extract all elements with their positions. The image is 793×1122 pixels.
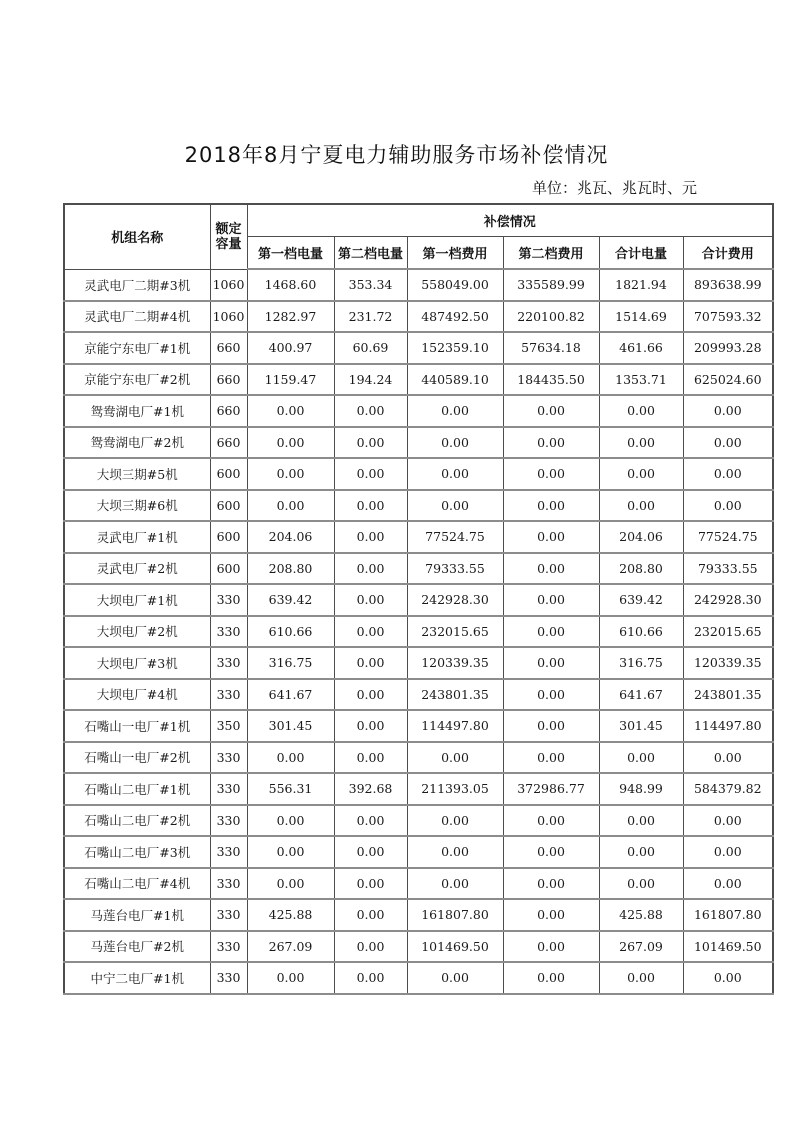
- table-row: [64, 364, 773, 396]
- cell-tier2-energy: 0.00: [334, 899, 407, 931]
- cell-rated-capacity: 330: [210, 584, 247, 616]
- cell-tier1-fee: 161807.80: [407, 899, 503, 931]
- cell-tier2-fee: 335589.99: [503, 269, 599, 301]
- cell-total-energy: 1353.71: [599, 364, 683, 396]
- cell-total-fee: 625024.60: [683, 364, 773, 396]
- cell-tier1-energy: 301.45: [247, 710, 334, 742]
- cell-tier2-fee: 0.00: [503, 742, 599, 774]
- cell-tier1-fee: 114497.80: [407, 710, 503, 742]
- cell-tier2-energy: 0.00: [334, 616, 407, 648]
- cell-tier1-fee: 0.00: [407, 490, 503, 522]
- cell-total-energy: 0.00: [599, 742, 683, 774]
- document-title: 2018年8月宁夏电力辅助服务市场补偿情况: [184, 143, 609, 167]
- table-row: [64, 742, 773, 774]
- unit-note: 单位：兆瓦、兆瓦时、元: [531, 179, 697, 197]
- cell-tier2-energy: 0.00: [334, 805, 407, 837]
- cell-rated-capacity: 330: [210, 868, 247, 900]
- cell-tier2-energy: 0.00: [334, 427, 407, 459]
- col-header-tier1-energy: 第一档电量: [247, 236, 334, 269]
- cell-tier1-energy: 316.75: [247, 647, 334, 679]
- cell-tier1-energy: 0.00: [247, 742, 334, 774]
- cell-tier1-fee: 242928.30: [407, 584, 503, 616]
- cell-total-energy: 208.80: [599, 553, 683, 585]
- table-row: [64, 332, 773, 364]
- cell-tier1-energy: 0.00: [247, 458, 334, 490]
- cell-tier2-fee: 0.00: [503, 868, 599, 900]
- cell-tier2-energy: 0.00: [334, 584, 407, 616]
- cell-tier1-energy: 1282.97: [247, 301, 334, 333]
- cell-rated-capacity: 330: [210, 616, 247, 648]
- cell-tier2-fee: 220100.82: [503, 301, 599, 333]
- cell-tier1-energy: 639.42: [247, 584, 334, 616]
- cell-tier1-energy: 0.00: [247, 427, 334, 459]
- table-row: [64, 899, 773, 931]
- cell-total-fee: 209993.28: [683, 332, 773, 364]
- cell-total-energy: 639.42: [599, 584, 683, 616]
- cell-unit-name: 大坝电厂#3机: [64, 647, 210, 679]
- table-row: [64, 458, 773, 490]
- cell-total-energy: 641.67: [599, 679, 683, 711]
- cell-total-fee: 161807.80: [683, 899, 773, 931]
- cell-total-energy: 316.75: [599, 647, 683, 679]
- table-row: [64, 553, 773, 585]
- table-row: [64, 647, 773, 679]
- cell-total-energy: 0.00: [599, 962, 683, 994]
- cell-tier1-energy: 0.00: [247, 805, 334, 837]
- cell-total-fee: 0.00: [683, 395, 773, 427]
- cell-rated-capacity: 330: [210, 742, 247, 774]
- cell-tier2-fee: 0.00: [503, 395, 599, 427]
- cell-tier1-energy: 0.00: [247, 490, 334, 522]
- cell-tier1-fee: 211393.05: [407, 773, 503, 805]
- cell-tier2-fee: 0.00: [503, 616, 599, 648]
- table-row: [64, 773, 773, 805]
- cell-tier1-energy: 204.06: [247, 521, 334, 553]
- cell-tier1-energy: 556.31: [247, 773, 334, 805]
- header-row-1: [64, 204, 773, 236]
- cell-total-fee: 120339.35: [683, 647, 773, 679]
- cell-total-fee: 0.00: [683, 868, 773, 900]
- cell-tier1-fee: 0.00: [407, 805, 503, 837]
- cell-total-energy: 267.09: [599, 931, 683, 963]
- cell-unit-name: 马莲台电厂#2机: [64, 931, 210, 963]
- cell-tier1-fee: 120339.35: [407, 647, 503, 679]
- cell-unit-name: 大坝三期#5机: [64, 458, 210, 490]
- cell-unit-name: 石嘴山一电厂#2机: [64, 742, 210, 774]
- cell-total-energy: 0.00: [599, 868, 683, 900]
- cell-tier2-energy: 0.00: [334, 647, 407, 679]
- cell-unit-name: 大坝三期#6机: [64, 490, 210, 522]
- cell-tier1-fee: 558049.00: [407, 269, 503, 301]
- cell-rated-capacity: 330: [210, 899, 247, 931]
- cell-tier2-fee: 0.00: [503, 962, 599, 994]
- cell-unit-name: 石嘴山二电厂#4机: [64, 868, 210, 900]
- cell-total-energy: 0.00: [599, 427, 683, 459]
- cell-rated-capacity: 660: [210, 395, 247, 427]
- cell-tier1-energy: 610.66: [247, 616, 334, 648]
- cell-tier2-fee: 0.00: [503, 647, 599, 679]
- cell-tier1-fee: 243801.35: [407, 679, 503, 711]
- cell-total-energy: 948.99: [599, 773, 683, 805]
- table-row: [64, 836, 773, 868]
- table-row: [64, 395, 773, 427]
- table-body: [64, 269, 773, 994]
- cell-tier1-energy: 0.00: [247, 962, 334, 994]
- cell-rated-capacity: 330: [210, 931, 247, 963]
- cell-total-fee: 0.00: [683, 427, 773, 459]
- cell-tier2-fee: 0.00: [503, 584, 599, 616]
- cell-total-energy: 0.00: [599, 836, 683, 868]
- rated-capacity-line2: 容量: [215, 236, 242, 252]
- cell-total-energy: 610.66: [599, 616, 683, 648]
- cell-tier2-energy: 353.34: [334, 269, 407, 301]
- cell-total-fee: 0.00: [683, 962, 773, 994]
- cell-rated-capacity: 600: [210, 553, 247, 585]
- cell-tier1-fee: 152359.10: [407, 332, 503, 364]
- cell-unit-name: 石嘴山二电厂#3机: [64, 836, 210, 868]
- cell-tier2-energy: 0.00: [334, 931, 407, 963]
- cell-tier1-energy: 641.67: [247, 679, 334, 711]
- cell-tier2-energy: 392.68: [334, 773, 407, 805]
- cell-rated-capacity: 660: [210, 364, 247, 396]
- cell-total-energy: 0.00: [599, 395, 683, 427]
- cell-tier2-fee: 0.00: [503, 679, 599, 711]
- cell-total-energy: 301.45: [599, 710, 683, 742]
- cell-unit-name: 中宁二电厂#1机: [64, 962, 210, 994]
- cell-tier2-energy: 0.00: [334, 710, 407, 742]
- table-row: [64, 868, 773, 900]
- cell-total-fee: 232015.65: [683, 616, 773, 648]
- table-row: [64, 584, 773, 616]
- cell-tier2-energy: 0.00: [334, 836, 407, 868]
- cell-unit-name: 鸳鸯湖电厂#2机: [64, 427, 210, 459]
- cell-tier1-fee: 101469.50: [407, 931, 503, 963]
- table-row: [64, 805, 773, 837]
- cell-tier1-energy: 400.97: [247, 332, 334, 364]
- table-row: [64, 269, 773, 301]
- cell-tier1-energy: 208.80: [247, 553, 334, 585]
- cell-tier1-fee: 0.00: [407, 742, 503, 774]
- cell-total-energy: 425.88: [599, 899, 683, 931]
- cell-rated-capacity: 330: [210, 836, 247, 868]
- cell-tier1-fee: 0.00: [407, 836, 503, 868]
- cell-unit-name: 灵武电厂#1机: [64, 521, 210, 553]
- cell-rated-capacity: 330: [210, 805, 247, 837]
- cell-unit-name: 石嘴山二电厂#2机: [64, 805, 210, 837]
- cell-rated-capacity: 1060: [210, 269, 247, 301]
- table-row: [64, 490, 773, 522]
- cell-total-energy: 0.00: [599, 490, 683, 522]
- cell-rated-capacity: 330: [210, 647, 247, 679]
- cell-tier2-energy: 0.00: [334, 962, 407, 994]
- cell-rated-capacity: 600: [210, 490, 247, 522]
- cell-total-fee: 707593.32: [683, 301, 773, 333]
- cell-unit-name: 石嘴山二电厂#1机: [64, 773, 210, 805]
- cell-rated-capacity: 1060: [210, 301, 247, 333]
- cell-tier1-energy: 0.00: [247, 395, 334, 427]
- cell-total-fee: 0.00: [683, 490, 773, 522]
- cell-tier2-fee: 0.00: [503, 710, 599, 742]
- cell-tier2-fee: 0.00: [503, 553, 599, 585]
- cell-total-energy: 1514.69: [599, 301, 683, 333]
- cell-tier1-fee: 79333.55: [407, 553, 503, 585]
- cell-tier2-fee: 0.00: [503, 458, 599, 490]
- table-header: [64, 204, 773, 269]
- cell-tier2-energy: 194.24: [334, 364, 407, 396]
- cell-tier2-energy: 231.72: [334, 301, 407, 333]
- cell-rated-capacity: 350: [210, 710, 247, 742]
- cell-total-energy: 1821.94: [599, 269, 683, 301]
- table-row: [64, 931, 773, 963]
- col-header-compensation-group: 补偿情况: [247, 204, 773, 236]
- cell-tier2-fee: 0.00: [503, 521, 599, 553]
- cell-tier1-fee: 440589.10: [407, 364, 503, 396]
- cell-tier2-fee: 184435.50: [503, 364, 599, 396]
- cell-total-fee: 0.00: [683, 458, 773, 490]
- cell-tier2-fee: 0.00: [503, 931, 599, 963]
- cell-tier2-energy: 0.00: [334, 553, 407, 585]
- cell-tier1-fee: 77524.75: [407, 521, 503, 553]
- cell-total-energy: 0.00: [599, 458, 683, 490]
- table-row: [64, 616, 773, 648]
- cell-tier2-fee: 0.00: [503, 805, 599, 837]
- col-header-total-fee: 合计费用: [683, 236, 773, 269]
- cell-unit-name: 马莲台电厂#1机: [64, 899, 210, 931]
- cell-total-fee: 243801.35: [683, 679, 773, 711]
- cell-unit-name: 灵武电厂二期#4机: [64, 301, 210, 333]
- cell-unit-name: 京能宁东电厂#1机: [64, 332, 210, 364]
- cell-tier2-fee: 0.00: [503, 490, 599, 522]
- cell-tier2-fee: 57634.18: [503, 332, 599, 364]
- table-row: [64, 301, 773, 333]
- cell-tier1-energy: 425.88: [247, 899, 334, 931]
- cell-tier1-energy: 1468.60: [247, 269, 334, 301]
- cell-total-energy: 0.00: [599, 805, 683, 837]
- cell-total-fee: 0.00: [683, 836, 773, 868]
- cell-unit-name: 灵武电厂二期#3机: [64, 269, 210, 301]
- cell-rated-capacity: 600: [210, 521, 247, 553]
- table-row: [64, 427, 773, 459]
- cell-tier1-fee: 0.00: [407, 427, 503, 459]
- rated-capacity-line1: 额定: [215, 221, 242, 237]
- cell-tier2-fee: 0.00: [503, 899, 599, 931]
- cell-rated-capacity: 660: [210, 332, 247, 364]
- cell-tier2-energy: 0.00: [334, 868, 407, 900]
- cell-tier1-fee: 0.00: [407, 868, 503, 900]
- cell-tier1-fee: 0.00: [407, 458, 503, 490]
- cell-tier1-energy: 0.00: [247, 836, 334, 868]
- cell-total-fee: 584379.82: [683, 773, 773, 805]
- col-header-rated-capacity: [210, 204, 247, 269]
- col-header-unit-name: 机组名称: [64, 204, 210, 269]
- col-header-tier2-energy: 第二档电量: [334, 236, 407, 269]
- cell-total-fee: 0.00: [683, 742, 773, 774]
- cell-unit-name: 大坝电厂#2机: [64, 616, 210, 648]
- cell-tier2-energy: 0.00: [334, 679, 407, 711]
- cell-total-energy: 461.66: [599, 332, 683, 364]
- cell-tier1-energy: 1159.47: [247, 364, 334, 396]
- cell-tier1-energy: 267.09: [247, 931, 334, 963]
- cell-tier1-fee: 0.00: [407, 962, 503, 994]
- cell-total-fee: 242928.30: [683, 584, 773, 616]
- cell-unit-name: 鸳鸯湖电厂#1机: [64, 395, 210, 427]
- cell-total-fee: 79333.55: [683, 553, 773, 585]
- cell-tier1-energy: 0.00: [247, 868, 334, 900]
- col-header-tier1-fee: 第一档费用: [407, 236, 503, 269]
- cell-total-fee: 0.00: [683, 805, 773, 837]
- col-header-total-energy: 合计电量: [599, 236, 683, 269]
- cell-tier2-fee: 0.00: [503, 427, 599, 459]
- cell-unit-name: 石嘴山一电厂#1机: [64, 710, 210, 742]
- cell-tier2-fee: 372986.77: [503, 773, 599, 805]
- compensation-table: [63, 203, 774, 995]
- cell-rated-capacity: 330: [210, 773, 247, 805]
- cell-total-energy: 204.06: [599, 521, 683, 553]
- cell-total-fee: 893638.99: [683, 269, 773, 301]
- col-header-tier2-fee: 第二档费用: [503, 236, 599, 269]
- cell-tier1-fee: 0.00: [407, 395, 503, 427]
- cell-total-fee: 114497.80: [683, 710, 773, 742]
- table-row: [64, 710, 773, 742]
- cell-total-fee: 77524.75: [683, 521, 773, 553]
- cell-rated-capacity: 660: [210, 427, 247, 459]
- cell-tier2-energy: 60.69: [334, 332, 407, 364]
- cell-total-fee: 101469.50: [683, 931, 773, 963]
- cell-tier2-energy: 0.00: [334, 395, 407, 427]
- cell-unit-name: 大坝电厂#1机: [64, 584, 210, 616]
- cell-tier1-fee: 487492.50: [407, 301, 503, 333]
- table-row: [64, 962, 773, 994]
- cell-unit-name: 京能宁东电厂#2机: [64, 364, 210, 396]
- table-row: [64, 521, 773, 553]
- cell-tier2-energy: 0.00: [334, 458, 407, 490]
- table-row: [64, 679, 773, 711]
- cell-tier2-energy: 0.00: [334, 521, 407, 553]
- cell-tier1-fee: 232015.65: [407, 616, 503, 648]
- cell-unit-name: 灵武电厂#2机: [64, 553, 210, 585]
- cell-rated-capacity: 600: [210, 458, 247, 490]
- cell-rated-capacity: 330: [210, 962, 247, 994]
- cell-tier2-fee: 0.00: [503, 836, 599, 868]
- cell-tier2-energy: 0.00: [334, 742, 407, 774]
- cell-rated-capacity: 330: [210, 679, 247, 711]
- cell-unit-name: 大坝电厂#4机: [64, 679, 210, 711]
- cell-tier2-energy: 0.00: [334, 490, 407, 522]
